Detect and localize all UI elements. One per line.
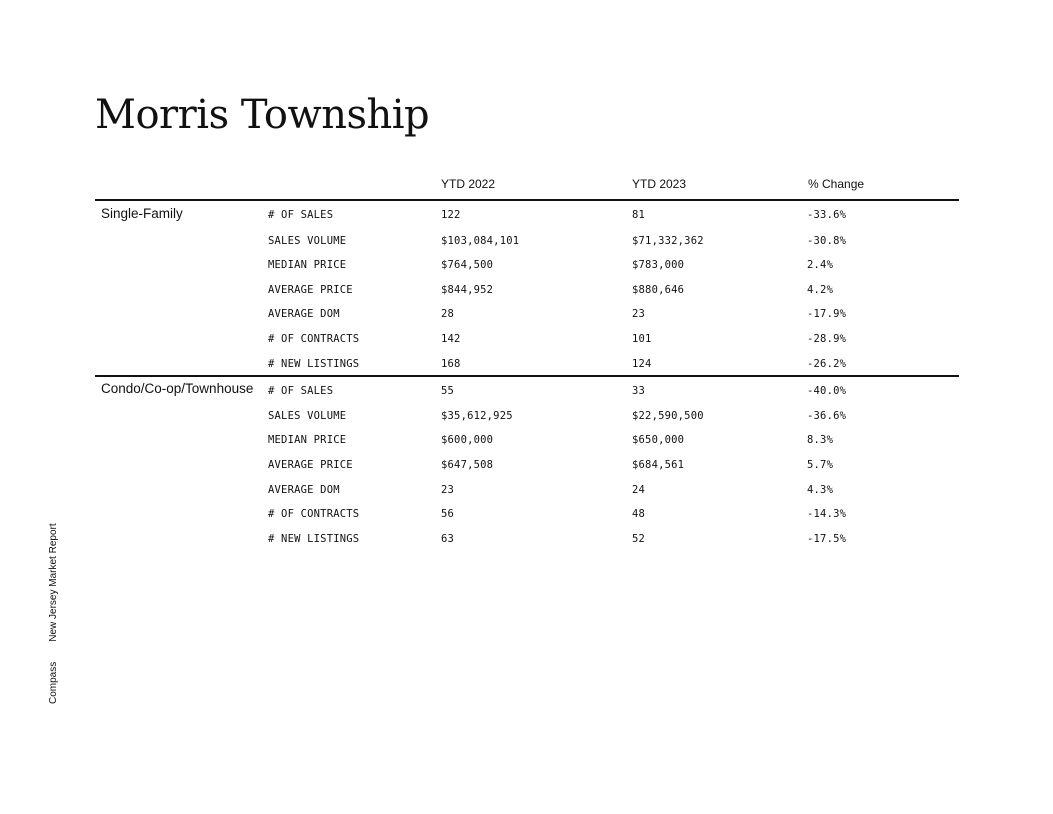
value-percent-change: 4.3% <box>807 484 834 496</box>
value-percent-change: -28.9% <box>807 333 847 345</box>
value-ytd-2023: 81 <box>632 209 646 221</box>
metric-label: AVERAGE PRICE <box>268 459 353 471</box>
value-ytd-2023: $650,000 <box>632 434 685 446</box>
header-ytd-2022: YTD 2022 <box>441 177 496 191</box>
value-ytd-2022: $764,500 <box>441 259 494 271</box>
value-ytd-2022: 168 <box>441 358 461 370</box>
metric-label: # OF SALES <box>268 385 334 397</box>
table-row <box>0 206 1053 224</box>
report-name: New Jersey Market Report <box>48 523 59 642</box>
metric-label: SALES VOLUME <box>268 410 347 422</box>
value-ytd-2022: 55 <box>441 385 455 397</box>
metric-label: # OF SALES <box>268 209 334 221</box>
metric-label: # NEW LISTINGS <box>268 358 360 370</box>
value-ytd-2022: 23 <box>441 484 455 496</box>
value-ytd-2022: 28 <box>441 308 455 320</box>
value-ytd-2023: $71,332,362 <box>632 235 704 247</box>
metric-label: SALES VOLUME <box>268 235 347 247</box>
table-row <box>0 232 1053 250</box>
metric-label: AVERAGE PRICE <box>268 284 353 296</box>
value-ytd-2022: $844,952 <box>441 284 494 296</box>
value-ytd-2023: 124 <box>632 358 652 370</box>
table-row <box>0 305 1053 323</box>
side-label <box>48 523 59 704</box>
value-ytd-2023: 23 <box>632 308 646 320</box>
table-row <box>0 481 1053 499</box>
table-row <box>0 431 1053 449</box>
section-label-condo-coop-townhouse: Condo/Co-op/Townhouse <box>101 381 254 396</box>
header-ytd-2023: YTD 2023 <box>632 177 687 191</box>
value-ytd-2023: $880,646 <box>632 284 685 296</box>
value-ytd-2022: 142 <box>441 333 461 345</box>
header-percent-change: % Change <box>808 177 865 191</box>
value-ytd-2022: 122 <box>441 209 461 221</box>
table-row <box>0 256 1053 274</box>
metric-label: AVERAGE DOM <box>268 484 340 496</box>
value-percent-change: -17.5% <box>807 533 847 545</box>
metric-label: # OF CONTRACTS <box>268 333 360 345</box>
value-ytd-2023: 24 <box>632 484 646 496</box>
metric-label: AVERAGE DOM <box>268 308 340 320</box>
table-row <box>0 281 1053 299</box>
metric-label: # OF CONTRACTS <box>268 508 360 520</box>
table-row <box>0 382 1053 400</box>
table-row <box>0 330 1053 348</box>
value-percent-change: -17.9% <box>807 308 847 320</box>
metric-label: MEDIAN PRICE <box>268 434 347 446</box>
value-ytd-2023: 52 <box>632 533 646 545</box>
metric-label: # NEW LISTINGS <box>268 533 360 545</box>
value-ytd-2022: $103,084,101 <box>441 235 520 247</box>
brand-name: Compass <box>48 661 59 704</box>
value-percent-change: 5.7% <box>807 459 834 471</box>
value-ytd-2023: $684,561 <box>632 459 685 471</box>
table-row <box>0 407 1053 425</box>
value-percent-change: 8.3% <box>807 434 834 446</box>
value-ytd-2022: $647,508 <box>441 459 494 471</box>
metric-label: MEDIAN PRICE <box>268 259 347 271</box>
value-percent-change: -26.2% <box>807 358 847 370</box>
value-percent-change: 2.4% <box>807 259 834 271</box>
value-ytd-2022: $35,612,925 <box>441 410 513 422</box>
value-ytd-2022: $600,000 <box>441 434 494 446</box>
value-percent-change: -36.6% <box>807 410 847 422</box>
table-row <box>0 505 1053 523</box>
section-divider <box>95 375 959 377</box>
table-row <box>0 355 1053 373</box>
value-percent-change: -33.6% <box>807 209 847 221</box>
value-percent-change: -14.3% <box>807 508 847 520</box>
value-percent-change: -40.0% <box>807 385 847 397</box>
page-title: Morris Township <box>95 92 430 138</box>
value-ytd-2023: $783,000 <box>632 259 685 271</box>
table-row <box>0 456 1053 474</box>
table-row <box>0 530 1053 548</box>
value-ytd-2023: $22,590,500 <box>632 410 704 422</box>
section-label-single-family: Single-Family <box>101 206 183 221</box>
value-ytd-2023: 101 <box>632 333 652 345</box>
value-ytd-2022: 63 <box>441 533 455 545</box>
value-ytd-2023: 33 <box>632 385 646 397</box>
header-divider <box>95 199 959 201</box>
value-ytd-2022: 56 <box>441 508 455 520</box>
value-percent-change: -30.8% <box>807 235 847 247</box>
value-percent-change: 4.2% <box>807 284 834 296</box>
value-ytd-2023: 48 <box>632 508 646 520</box>
